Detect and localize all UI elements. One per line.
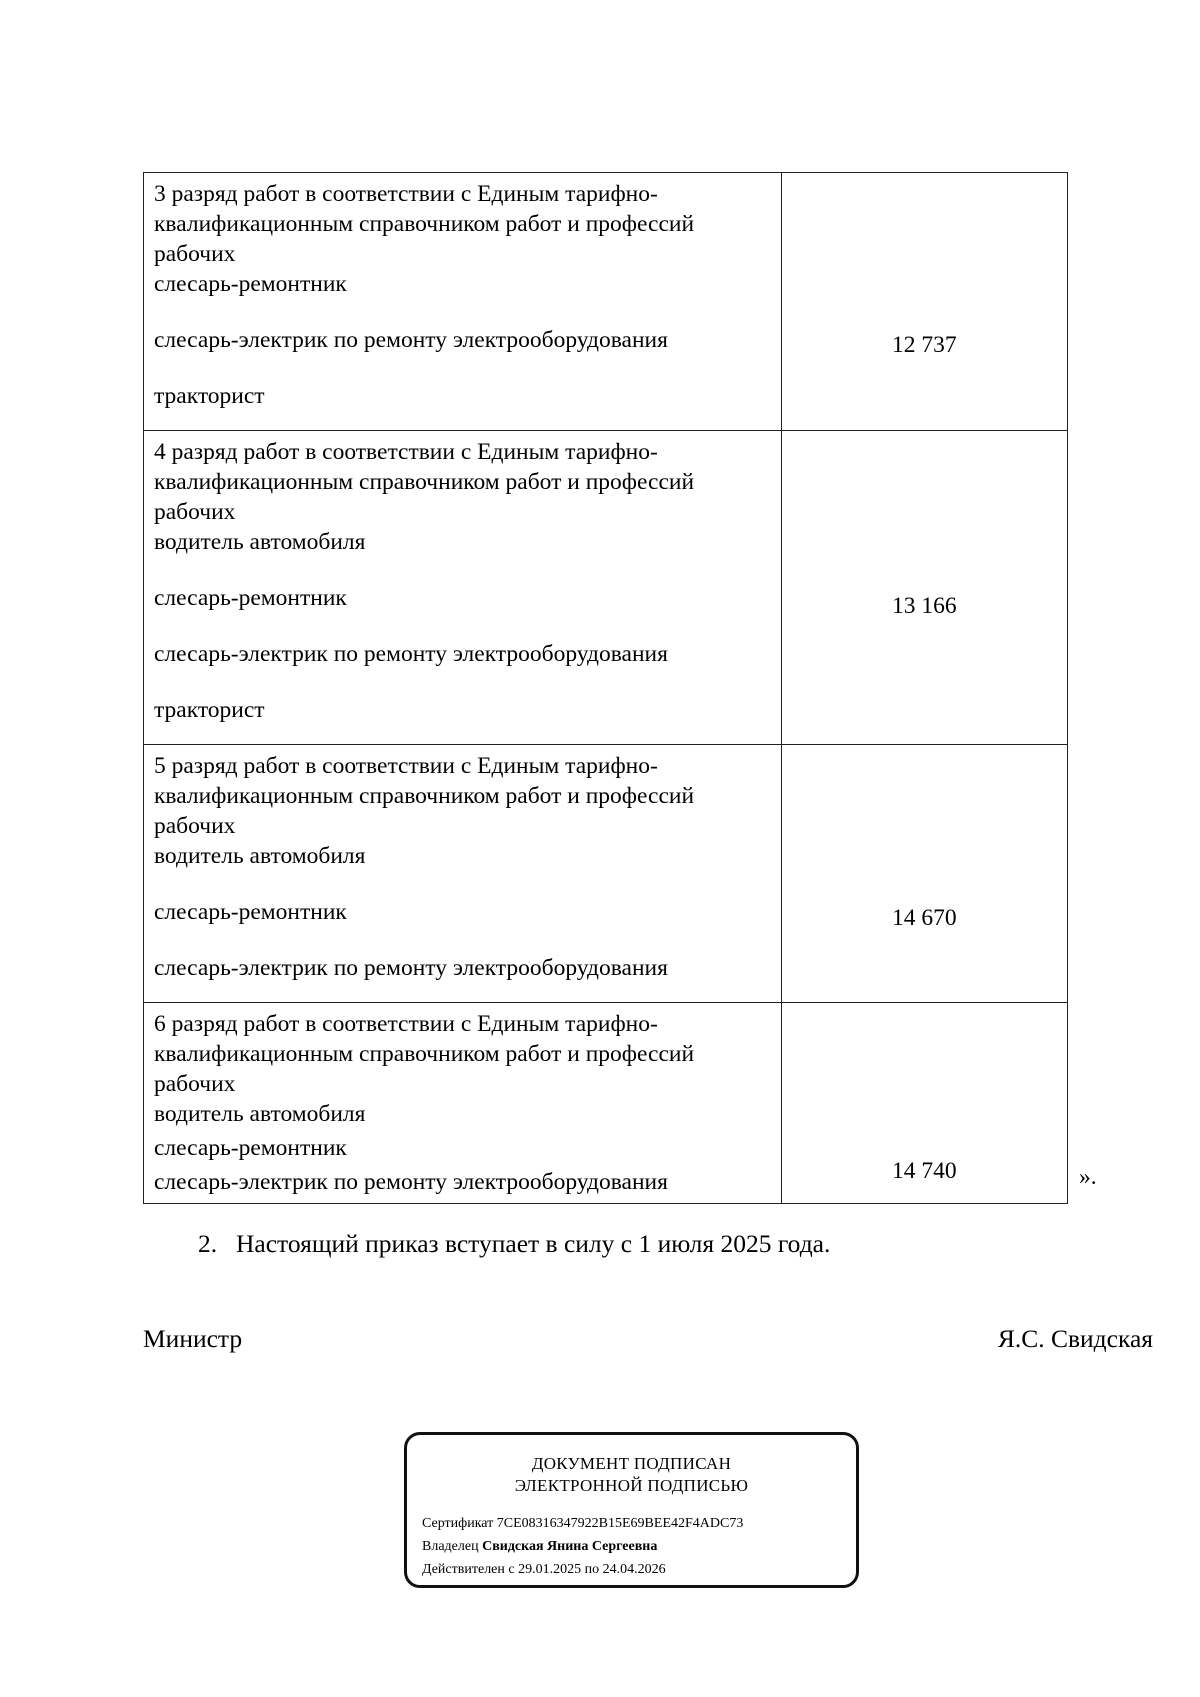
clause-text: Настоящий приказ вступает в силу с 1 июля 2025 года.: [236, 1229, 831, 1258]
grade-header-line: 3 разряд работ в соответствии с Единым тарифно-: [154, 181, 658, 207]
profession-item: тракторист: [154, 697, 265, 723]
table-cell-value: [781, 745, 1067, 1003]
table-row: [144, 1003, 1068, 1204]
stamp-validity: [422, 1561, 666, 1579]
valid-to-prefix: по: [584, 1562, 600, 1577]
grade-header-line: квалификационным справочником работ и профессий: [154, 1041, 695, 1067]
grade-header-line: рабочих: [154, 1071, 236, 1097]
table-row: [144, 173, 1068, 431]
profession-item: водитель автомобиля: [154, 1101, 366, 1127]
clause-number: 2.: [198, 1229, 218, 1258]
profession-item: водитель автомобиля: [154, 529, 366, 555]
grade-header-line: 4 разряд работ в соответствии с Единым тарифно-: [154, 439, 658, 465]
signatory-name: Я.С. Свидская: [997, 1324, 1153, 1353]
grade-header-line: 5 разряд работ в соответствии с Единым тарифно-: [154, 753, 658, 779]
salary-value: 12 737: [892, 332, 957, 358]
profession-item: слесарь-электрик по ремонту электрооборудования: [154, 327, 668, 353]
table-cell-value: [781, 431, 1067, 745]
grade-header-line: 6 разряд работ в соответствии с Единым тарифно-: [154, 1011, 658, 1037]
table-row: [144, 431, 1068, 745]
electronic-signature-stamp: [404, 1432, 859, 1588]
valid-from: 29.01.2025: [518, 1562, 582, 1577]
table-cell-value: [781, 1003, 1067, 1204]
table-cell-description: [144, 745, 782, 1003]
profession-item: тракторист: [154, 383, 265, 409]
owner-label: Владелец: [422, 1539, 479, 1554]
table-row: [144, 745, 1068, 1003]
certificate-value: 7CE08316347922B15E69BEE42F4ADC73: [496, 1516, 744, 1531]
table-cell-description: [144, 431, 782, 745]
owner-value: Свидская Янина Сергеевна: [482, 1539, 658, 1554]
table-cell-description: [144, 173, 782, 431]
stamp-title-line: ДОКУМЕНТ ПОДПИСАН: [531, 1454, 732, 1473]
grade-header-line: квалификационным справочником работ и профессий: [154, 211, 695, 237]
profession-item: слесарь-ремонтник: [154, 1135, 347, 1161]
stamp-title-line: ЭЛЕКТРОННОЙ ПОДПИСЬЮ: [514, 1476, 749, 1495]
table-cell-value: [781, 173, 1067, 431]
clause-2: [198, 1229, 830, 1259]
valid-from-prefix: с: [508, 1562, 515, 1577]
salary-value: 13 166: [892, 593, 957, 619]
stamp-owner: [422, 1538, 657, 1556]
certificate-label: Сертификат: [422, 1516, 494, 1531]
profession-item: слесарь-ремонтник: [154, 271, 347, 297]
salary-value: 14 740: [892, 1158, 957, 1184]
grade-header-line: рабочих: [154, 499, 236, 525]
profession-item: слесарь-ремонтник: [154, 585, 347, 611]
valid-to: 24.04.2026: [602, 1562, 666, 1577]
stamp-certificate: [422, 1515, 743, 1533]
grade-header-line: квалификационным справочником работ и профессий: [154, 783, 695, 809]
profession-item: водитель автомобиля: [154, 843, 366, 869]
profession-item: слесарь-электрик по ремонту электрооборудования: [154, 955, 668, 981]
valid-label: Действителен: [422, 1562, 505, 1577]
grade-header-line: рабочих: [154, 241, 236, 267]
profession-item: слесарь-электрик по ремонту электрооборудования: [154, 1169, 668, 1195]
stamp-title: [407, 1453, 856, 1497]
tariff-table: [143, 172, 1068, 1204]
signatory-position: Министр: [143, 1324, 243, 1353]
grade-header-line: рабочих: [154, 813, 236, 839]
grade-header-line: квалификационным справочником работ и профессий: [154, 469, 695, 495]
profession-item: слесарь-электрик по ремонту электрооборудования: [154, 641, 668, 667]
salary-value: 14 670: [892, 905, 957, 931]
profession-item: слесарь-ремонтник: [154, 899, 347, 925]
closing-quote: ».: [1079, 1164, 1097, 1190]
table-cell-description: [144, 1003, 782, 1204]
